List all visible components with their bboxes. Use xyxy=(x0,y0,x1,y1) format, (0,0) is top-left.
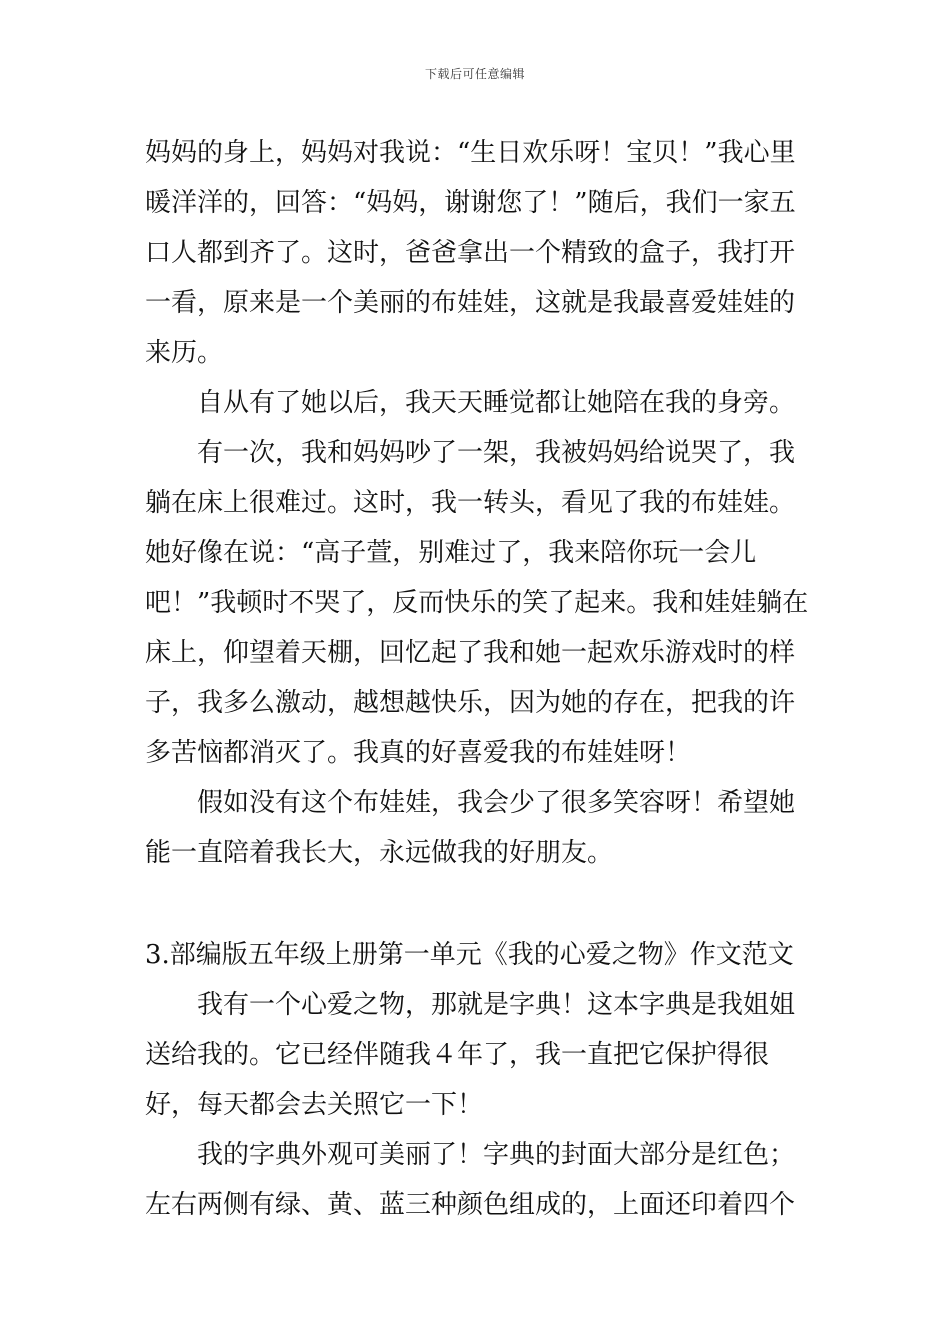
section-spacer xyxy=(145,878,810,930)
document-body xyxy=(145,128,810,1230)
paragraph: 假如没有这个布娃娃，我会少了很多笑容呀！希望她能一直陪着我长大，永远做我的好朋友。 xyxy=(145,788,796,868)
paragraph-continuation: 妈妈的身上，妈妈对我说：“生日欢乐呀！宝贝！”我心里暖洋洋的，回答：“妈妈，谢谢您了！”随后，我们一家五口人都到齐了。这时，爸爸拿出一个精致的盒子，我打开一看，原来是一个美丽的布娃娃，这就是我最喜爱娃娃的来历。 xyxy=(145,138,796,368)
paragraph: 我的字典外观可美丽了！字典的封面大部分是红色；左右两侧有绿、黄、蓝三种颜色组成的，上面还印着四个 xyxy=(145,1140,796,1220)
paragraph: 有一次，我和妈妈吵了一架，我被妈妈给说哭了，我躺在床上很难过。这时，我一转头，看见了我的布娃娃。她好像在说：“高子萱，别难过了，我来陪你玩一会儿吧！”我顿时不哭了，反而快乐的笑了起来。我和娃娃躺在床上，仰望着天棚，回忆起了我和她一起欢乐游戏时的样子，我多么激动，越想越快乐，因为她的存在，把我的许多苦恼都消灭了。我真的好喜爱我的布娃娃呀！ xyxy=(145,438,809,768)
page-header: 下载后可任意编辑 xyxy=(424,67,525,81)
paragraph: 自从有了她以后，我天天睡觉都让她陪在我的身旁。 xyxy=(197,388,796,418)
section-title: 3.部编版五年级上册第一单元《我的心爱之物》作文范文 xyxy=(145,940,794,970)
paragraph: 我有一个心爱之物，那就是字典！这本字典是我姐姐送给我的。它已经伴随我４年了，我一直把它保护得很好，每天都会去关照它一下！ xyxy=(145,990,796,1120)
